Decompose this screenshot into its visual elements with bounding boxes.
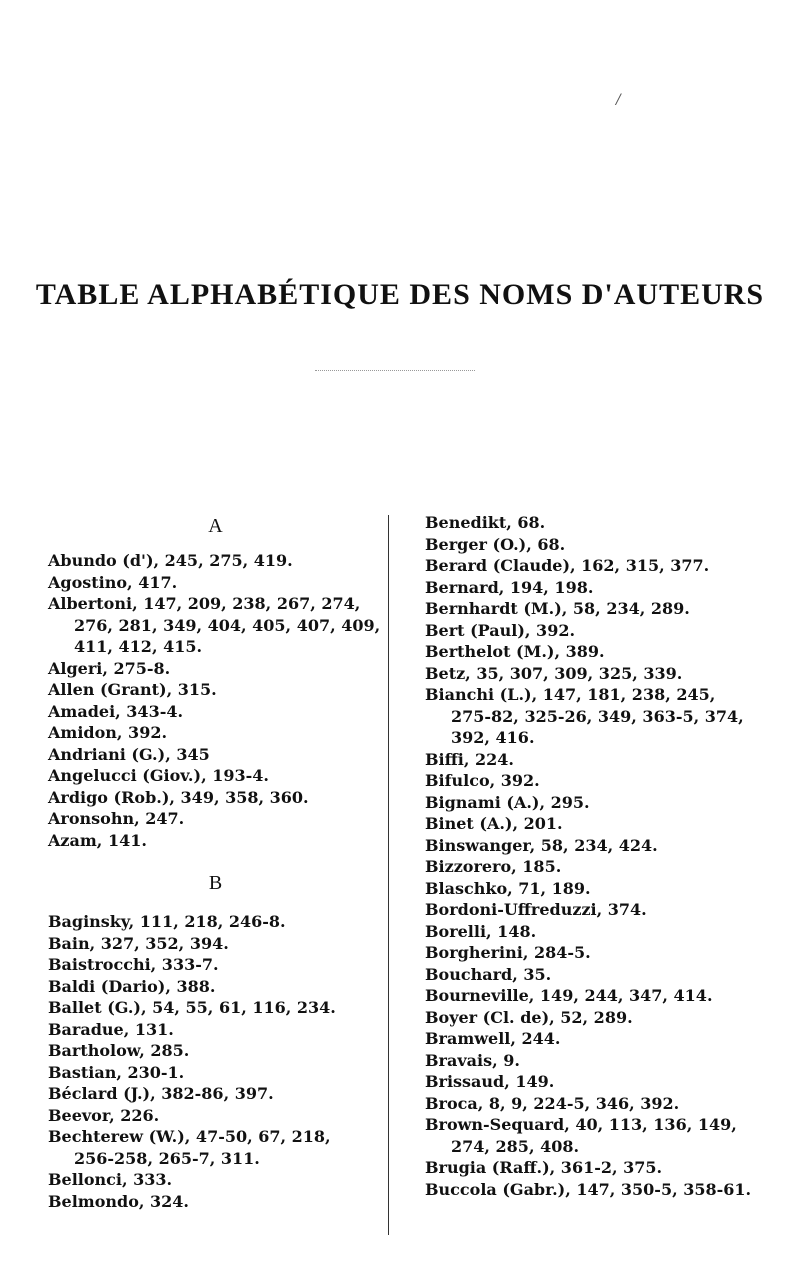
index-entry: Andriani (G.), 345 (48, 744, 210, 764)
index-entry: Bechterew (W.), 47-50, 67, 218, 256-258, 265-7, 311. (48, 1127, 331, 1168)
column-divider (388, 515, 389, 1235)
index-entry: Boyer (Cl. de), 52, 289. (425, 1007, 633, 1027)
index-entry: Bert (Paul), 392. (425, 620, 576, 640)
index-entry: Buccola (Gabr.), 147, 350-5, 358-61. (425, 1179, 752, 1199)
index-entry: Bifulco, 392. (425, 771, 540, 790)
index-entry: Bizzorero, 185. (425, 857, 562, 876)
section-b-list (48, 911, 383, 1212)
index-entry: Agostino, 417. (48, 572, 178, 592)
index-entry: Betz, 35, 307, 309, 325, 339. (425, 663, 683, 683)
index-entry: Bartholow, 285. (48, 1041, 190, 1060)
page-title: TABLE ALPHABÉTIQUE DES NOMS D'AUTEURS (35, 278, 765, 311)
index-entry: Brugia (Raff.), 361-2, 375. (425, 1158, 663, 1177)
right-column-list (425, 512, 760, 1200)
index-entry: Broca, 8, 9, 224-5, 346, 392. (425, 1093, 680, 1113)
index-entry: Borgherini, 284-5. (425, 943, 591, 962)
right-column (425, 512, 760, 1200)
index-entry: Berger (O.), 68. (425, 534, 566, 554)
index-entry: Berthelot (M.), 389. (425, 642, 605, 661)
index-entry: Baldi (Dario), 388. (48, 976, 216, 996)
section-a-list (48, 550, 383, 851)
index-entry: Benedikt, 68. (425, 513, 546, 532)
index-entry: Berard (Claude), 162, 315, 377. (425, 556, 710, 575)
index-entry: Biffi, 224. (425, 749, 514, 769)
index-entry: Baginsky, 111, 218, 246-8. (48, 912, 286, 931)
index-entry: Ardigo (Rob.), 349, 358, 360. (48, 787, 309, 807)
index-entry: Borelli, 148. (425, 921, 537, 941)
index-entry: Bernard, 194, 198. (425, 577, 594, 597)
index-entry: Algeri, 275-8. (48, 658, 171, 678)
index-entry: Ballet (G.), 54, 55, 61, 116, 234. (48, 998, 336, 1017)
index-entry: Bianchi (L.), 147, 181, 238, 245, 275-82, 325-26, 349, 363-5, 374, 392, 416. (425, 685, 744, 747)
title-rule (315, 370, 475, 371)
index-entry: Bignami (A.), 295. (425, 792, 590, 812)
index-entry: Baistrocchi, 333-7. (48, 955, 219, 974)
index-entry: Bernhardt (M.), 58, 234, 289. (425, 599, 690, 618)
index-entry: Angelucci (Giov.), 193-4. (48, 766, 269, 785)
left-column (48, 512, 383, 1212)
index-entry: Bellonci, 333. (48, 1170, 173, 1189)
index-entry: Binet (A.), 201. (425, 814, 563, 833)
index-entry: Bordoni-Uffreduzzi, 374. (425, 900, 647, 919)
index-entry: Bourneville, 149, 244, 347, 414. (425, 986, 713, 1005)
index-entry: Amadei, 343-4. (48, 701, 184, 721)
index-entry: Bramwell, 244. (425, 1029, 561, 1048)
index-entry: Aronsohn, 247. (48, 809, 185, 828)
index-entry: Belmondo, 324. (48, 1191, 189, 1211)
stray-mark: / (616, 92, 621, 108)
index-entry: Beevor, 226. (48, 1105, 160, 1125)
index-entry: Brown-Sequard, 40, 113, 136, 149, 274, 285, 408. (425, 1115, 737, 1156)
index-entry: Blaschko, 71, 189. (425, 878, 591, 898)
index-entry: Bastian, 230-1. (48, 1062, 185, 1082)
index-entry: Amidon, 392. (48, 723, 168, 742)
index-entry: Binswanger, 58, 234, 424. (425, 835, 658, 855)
index-entry: Béclard (J.), 382-86, 397. (48, 1084, 274, 1103)
index-entry: Brissaud, 149. (425, 1072, 555, 1091)
index-entry: Abundo (d'), 245, 275, 419. (48, 551, 293, 570)
index-entry: Azam, 141. (48, 830, 147, 850)
index-entry: Allen (Grant), 315. (48, 680, 217, 699)
section-letter-b: B (208, 872, 223, 894)
index-entry: Bouchard, 35. (425, 964, 552, 984)
section-letter-a: A (208, 515, 223, 537)
index-entry: Baradue, 131. (48, 1019, 174, 1039)
index-entry: Bravais, 9. (425, 1050, 520, 1070)
index-entry: Albertoni, 147, 209, 238, 267, 274, 276, 281, 349, 404, 405, 407, 409, 411, 412, 415. (48, 594, 381, 656)
index-entry: Bain, 327, 352, 394. (48, 933, 229, 953)
